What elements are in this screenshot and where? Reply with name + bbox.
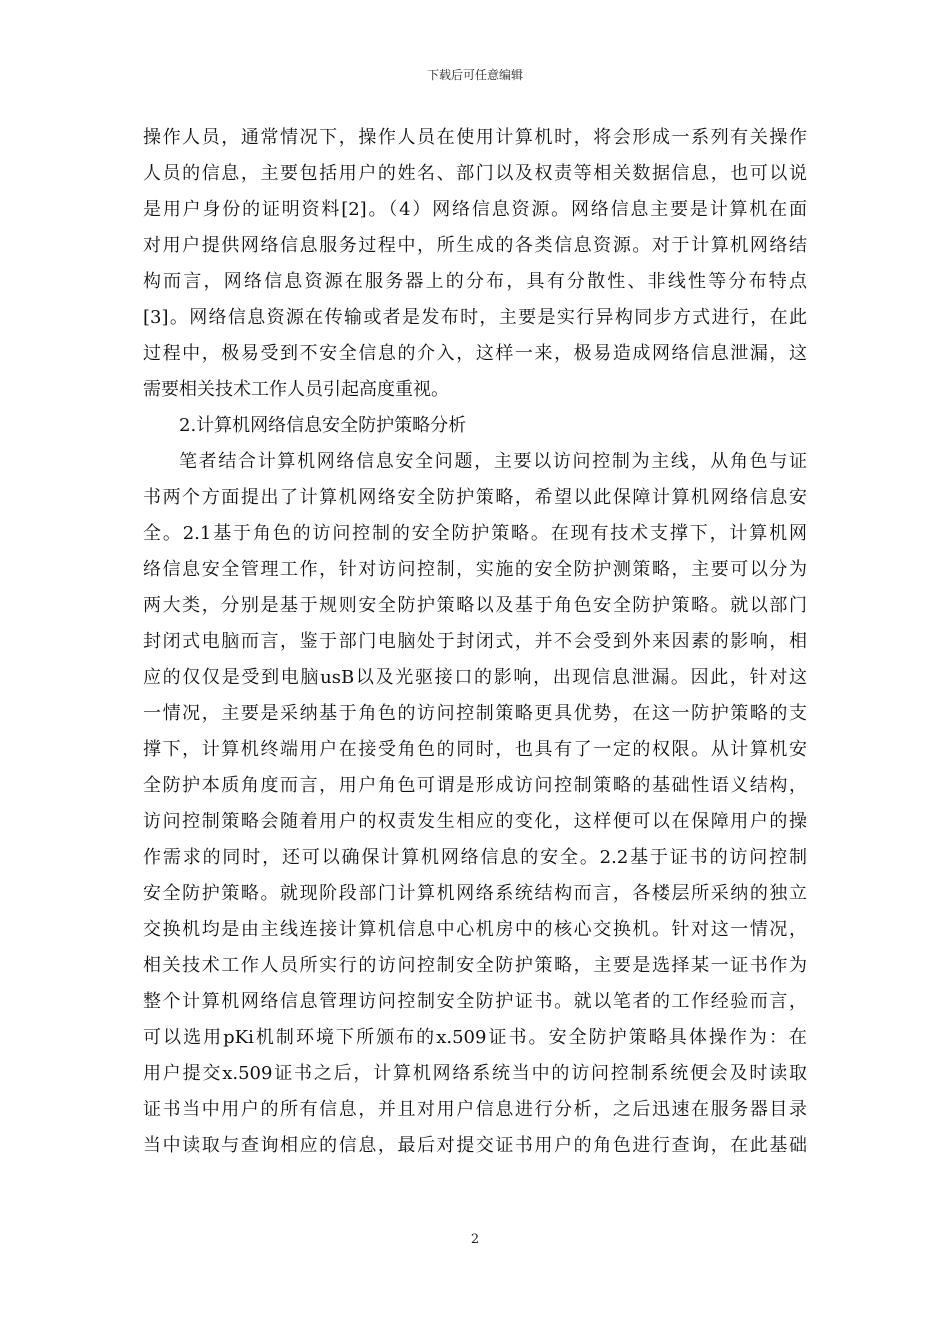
text-line: 构而言，网络信息资源在服务器上的分布，具有分散性、非线性等分布特点 (143, 271, 807, 292)
text-line: 需要相关技术工作人员引起高度重视。 (143, 379, 449, 400)
text-line: 应的仅仅是受到电脑usB以及光驱接口的影响，出现信息泄漏。因此，针对这 (143, 667, 807, 688)
text-line: [3]。网络信息资源在传输或者是发布时，主要是实行异构同步方式进行，在此 (143, 307, 807, 328)
text-line: 全。2.1基于角色的访问控制的安全防护策略。在现有技术支撑下，计算机网 (143, 523, 807, 544)
section-heading: 2.计算机网络信息安全防护策略分析 (179, 415, 467, 436)
text-line: 书两个方面提出了计算机网络安全防护策略，希望以此保障计算机网络信息安 (143, 487, 807, 508)
text-line: 可以选用pKi机制环境下所颁布的x.509证书。安全防护策略具体操作为：在 (143, 1027, 807, 1048)
text-line: 证书当中用户的所有信息，并且对用户信息进行分析，之后迅速在服务器目录 (143, 1099, 807, 1120)
text-line: 是用户身份的证明资料[2]。（4）网络信息资源。网络信息主要是计算机在面 (143, 199, 807, 220)
text-line: 整个计算机网络信息管理访问控制安全防护证书。就以笔者的工作经验而言， (143, 991, 807, 1012)
text-line: 安全防护策略。就现阶段部门计算机网络系统结构而言，各楼层所采纳的独立 (143, 883, 807, 904)
text-line: 人员的信息，主要包括用户的姓名、部门以及权责等相关数据信息，也可以说 (143, 163, 807, 184)
text-line: 当中读取与查询相应的信息，最后对提交证书用户的角色进行查询，在此基础 (143, 1135, 807, 1156)
text-line: 一情况，主要是采纳基于角色的访问控制策略更具优势，在这一防护策略的支 (143, 703, 807, 724)
text-line: 两大类，分别是基于规则安全防护策略以及基于角色安全防护策略。就以部门 (143, 595, 807, 616)
text-line: 络信息安全管理工作，针对访问控制，实施的安全防护测策略，主要可以分为 (143, 559, 807, 580)
page-number: 2 (470, 1232, 480, 1247)
text-line: 对用户提供网络信息服务过程中，所生成的各类信息资源。对于计算机网络结 (143, 235, 807, 256)
text-line: 操作人员，通常情况下，操作人员在使用计算机时，将会形成一系列有关操作 (143, 127, 807, 148)
text-line: 访问控制策略会随着用户的权责发生相应的变化，这样便可以在保障用户的操 (143, 811, 807, 832)
text-line: 作需求的同时，还可以确保计算机网络信息的安全。2.2基于证书的访问控制 (143, 847, 807, 868)
text-line: 撑下，计算机终端用户在接受角色的同时，也具有了一定的权限。从计算机安 (143, 739, 807, 760)
text-line: 相关技术工作人员所实行的访问控制安全防护策略，主要是选择某一证书作为 (143, 955, 807, 976)
text-line: 封闭式电脑而言，鉴于部门电脑处于封闭式，并不会受到外来因素的影响，相 (143, 631, 807, 652)
text-line: 过程中，极易受到不安全信息的介入，这样一来，极易造成网络信息泄漏，这 (143, 343, 807, 364)
text-line: 笔者结合计算机网络信息安全问题，主要以访问控制为主线，从角色与证 (179, 451, 807, 472)
text-line: 用户提交x.509证书之后，计算机网络系统当中的访问控制系统便会及时读取 (143, 1063, 807, 1084)
page-header: 下载后可任意编辑 (426, 68, 523, 82)
document-body (143, 120, 807, 1164)
text-line: 交换机均是由主线连接计算机信息中心机房中的核心交换机。针对这一情况， (143, 919, 807, 940)
text-line: 全防护本质角度而言，用户角色可谓是形成访问控制策略的基础性语义结构， (143, 775, 807, 796)
